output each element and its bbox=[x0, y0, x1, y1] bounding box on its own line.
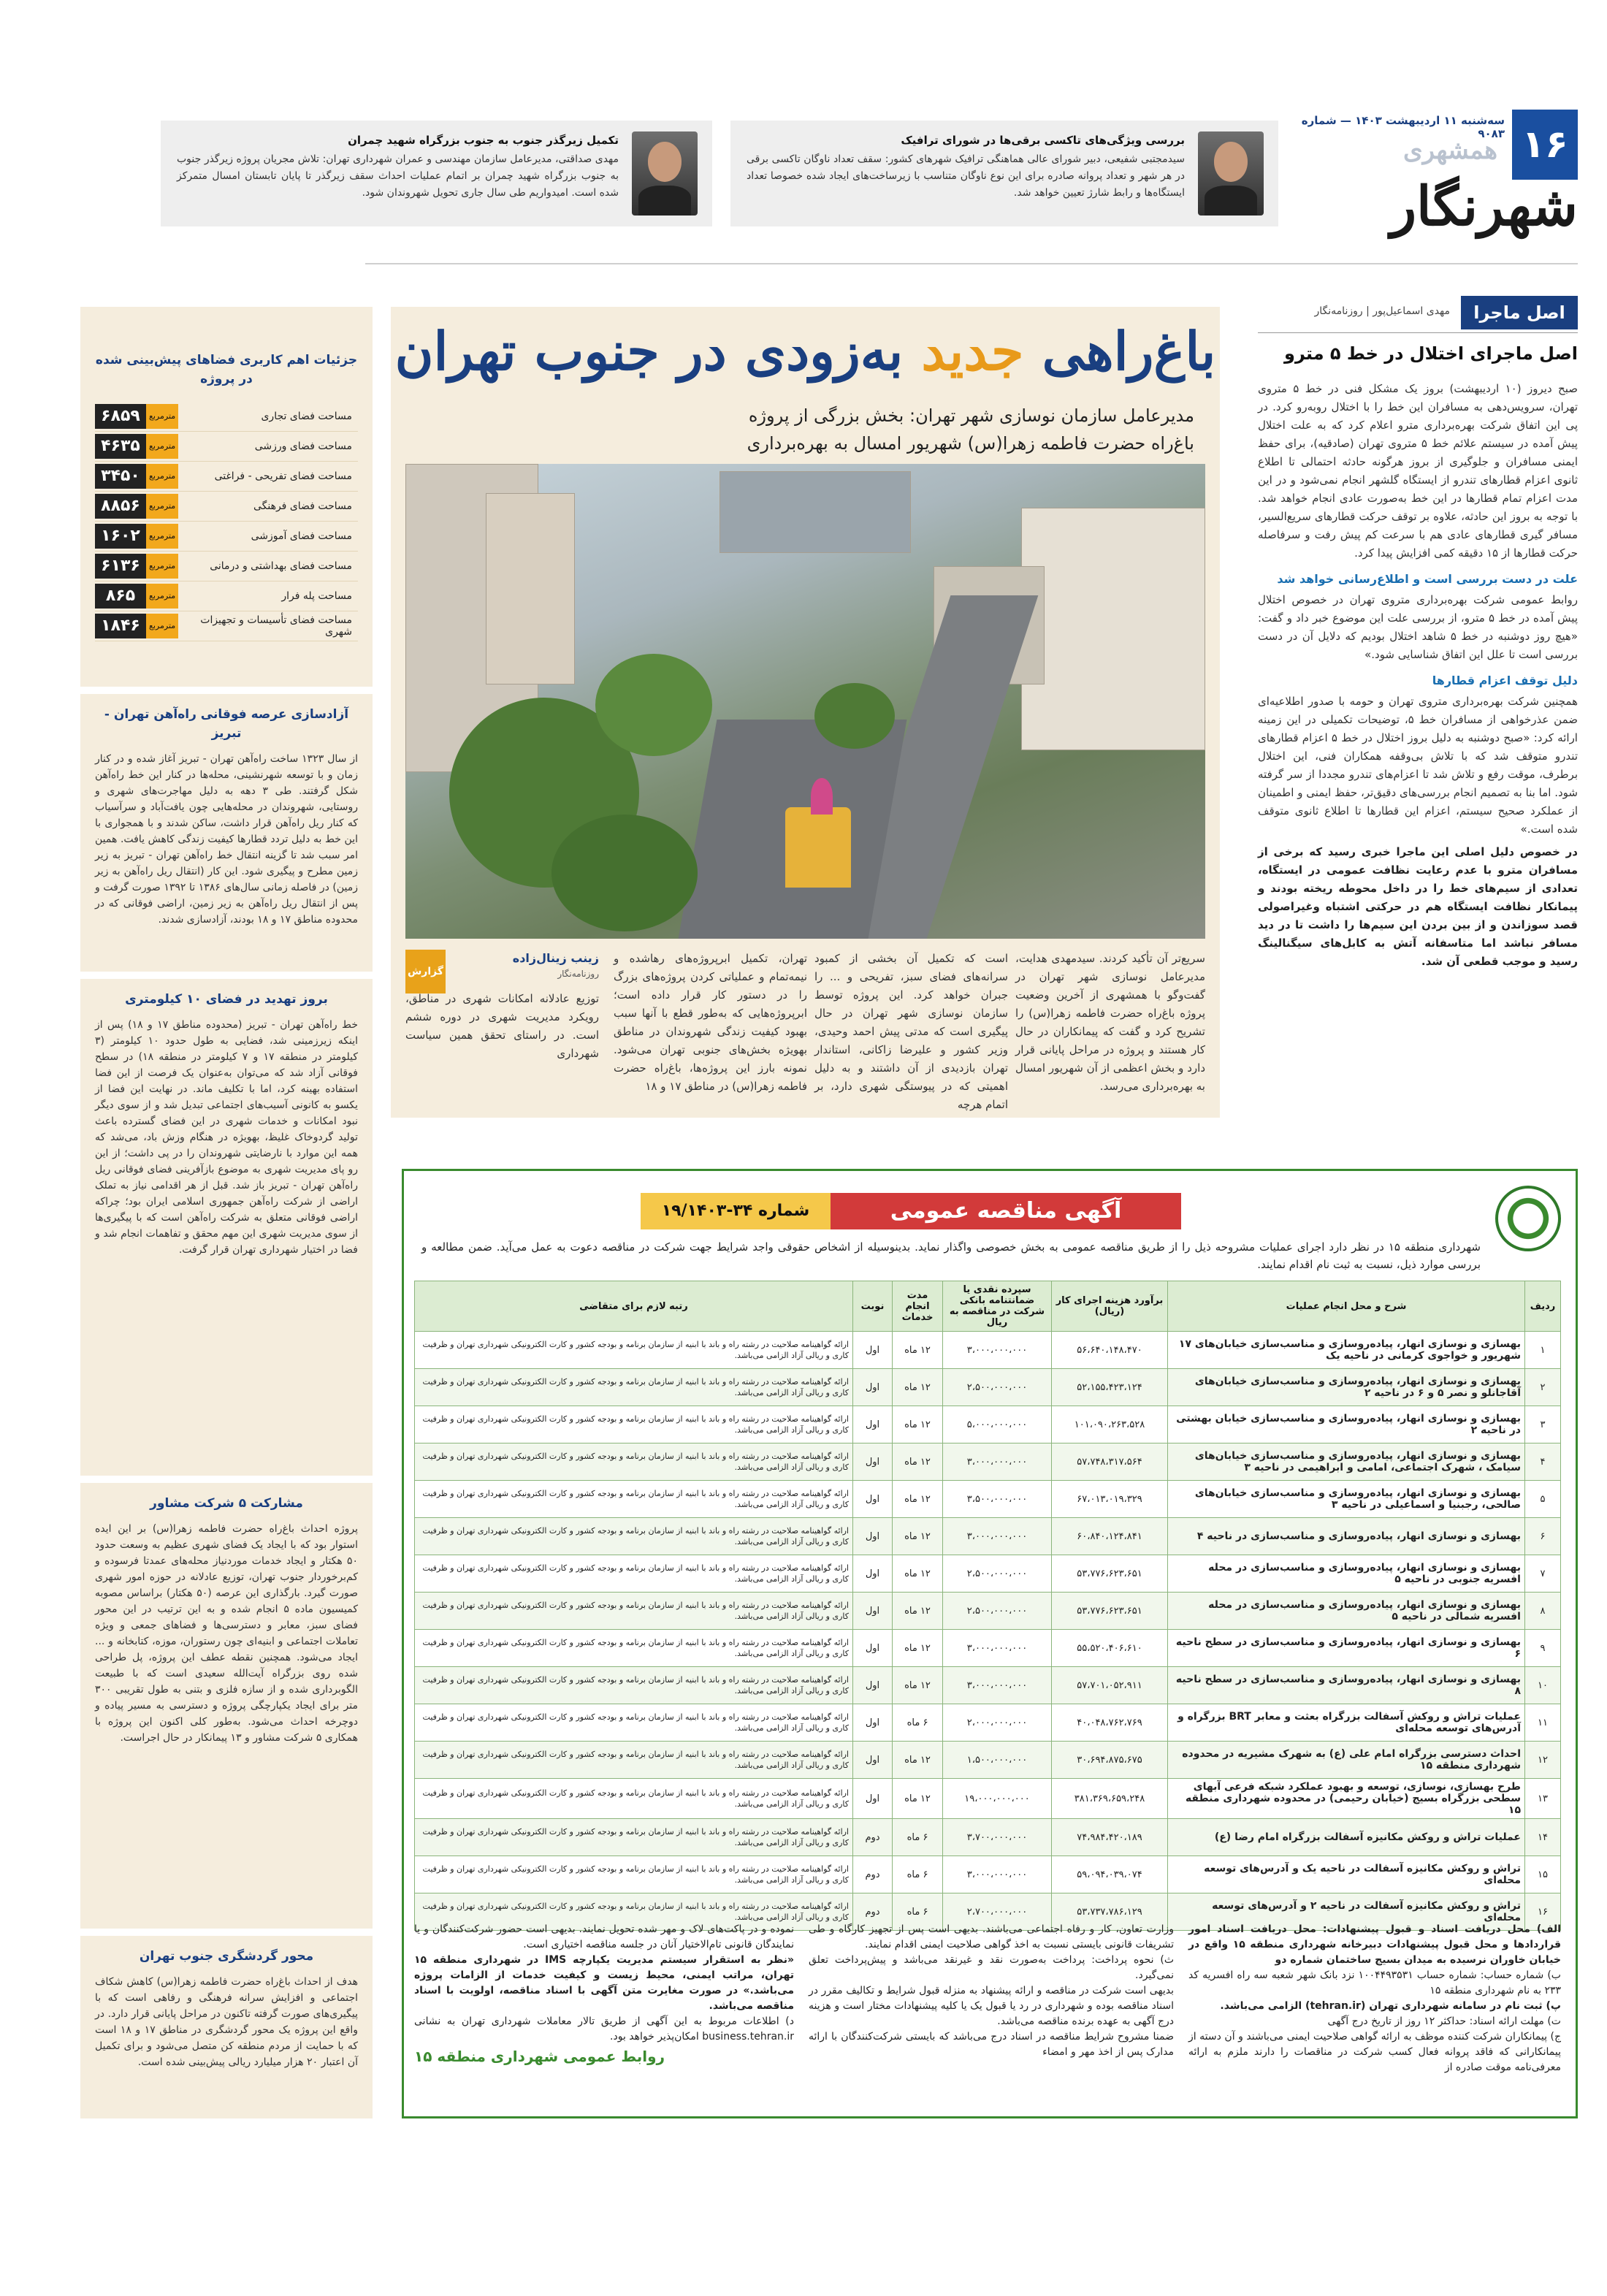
tender-row bbox=[415, 1555, 1561, 1593]
row-requirement: ارائه گواهینامه صلاحیت در رشته راه و باند با ابنیه از سازمان برنامه و بودجه کشور و کارت الکترونیکی شهرداری تهران و ظرفیت کاری و ریالی آزاد الزامی می‌باشد. bbox=[415, 1704, 853, 1742]
stat-unit: مترمربع bbox=[146, 434, 178, 459]
sub-logo: همشهری bbox=[1403, 136, 1497, 165]
headline-part-c: به‌زودی در جنوب تهران bbox=[394, 320, 922, 382]
box4-text: هدف از احداث باغ‌راه حضرت فاطمه زهرا(س) کاهش شکاف اجتماعی و افزایش سرانه فرهنگی و رفاهی است که با پیگیری‌های صورت گرفته تاکنون در مراحل پایانی قرار دارد. در واقع این پروژه یک محور گردشگری در مناطق ۱۷ و ۱۸ است که با حمایت از مردم منطقه کن متصل می‌شود و برای تکمیل آن اعتبار ۲۰ هزار میلیارد ریالی پیش‌بینی شده است. bbox=[95, 1976, 358, 2068]
row-description: عملیات تراش و روکش آسفالت بزرگراه بعثت و معابر BRT بزرگراه و آدرس‌های توسعه محله‌ای bbox=[1168, 1704, 1525, 1742]
row-guarantee: ۲،۵۰۰،۰۰۰،۰۰۰ bbox=[943, 1593, 1052, 1630]
row-cost: ۵۲،۱۵۵،۴۲۳،۱۲۴ bbox=[1052, 1369, 1168, 1406]
tender-table-wrap bbox=[414, 1281, 1561, 1931]
tender-footer-col-1 bbox=[1188, 1922, 1561, 2075]
row-round: اول bbox=[853, 1481, 893, 1518]
tender-f5: ج) پیمانکاران شرکت کننده موظف به ارائه گواهی صلاحیت ایمنی می‌باشند و آن دسته از پیمانکارانی که فاقد پروانه فعال کسب شرکت در مناقصات را دارند ملزم به ارائه معرفی‌نامه موقت صادره از bbox=[1188, 2031, 1561, 2073]
row-number: ۱۵ bbox=[1525, 1856, 1561, 1893]
stat-label: مساحت فضای ورزشی bbox=[254, 440, 352, 452]
column-author: مهدی اسماعیل‌پور | روزنامه‌نگار bbox=[1314, 305, 1450, 317]
row-duration: ۱۲ ماه bbox=[893, 1406, 943, 1443]
tender-row bbox=[415, 1856, 1561, 1893]
row-guarantee: ۲،۷۰۰،۰۰۰،۰۰۰ bbox=[943, 1893, 1052, 1931]
tender-ad bbox=[402, 1169, 1578, 2118]
news1-text: سیدمجتبی شفیعی، دبیر شورای عالی هماهنگی ترافیک شهرهای کشور: سقف تعداد ناوگان تاکسی برقی در هر شهر و تعداد پروانه صادره برای این نوع ناوگان متناسب با زیرساخت‌های ایجاد شده خصوصا تعداد ایستگاه‌ها و رابط شارژ تعیین خواهد شد. bbox=[747, 153, 1185, 199]
headline-part-a: باغ‌راهی bbox=[1023, 320, 1216, 382]
row-duration: ۱۲ ماه bbox=[893, 1481, 943, 1518]
tender-row bbox=[415, 1406, 1561, 1443]
story-col-1: توزیع عادلانه امکانات شهری در مناطق، رویکرد مدیریت شهری در دوره ششم است. در راستای تحقق همین سیاست شهرداری bbox=[405, 992, 599, 1060]
tender-row bbox=[415, 1593, 1561, 1630]
box2-text: خط راه‌آهن تهران - تبریز (محدوده مناطق ۱۷ و ۱۸) پس از اینکه زیرزمینی شد، فضایی به طول حدود ۱۰ کیلومتر (۳ کیلومتر در منطقه ۱۷ و ۷ کیلومتر در منطقه ۱۸) در سطح فوقانی آزاد شد که می‌توان به‌عنوان یک فرصت از این فضا استفاده بهینه کرد، اما با تکلیف ماند. در نهایت این فضا از یکسو به کانونی آسیب‌های اجتماعی تبدیل شد و از سوی دیگر نبود امکانات و خدمات شهری در این فضای گسترده باعث تولید گردوخاک غلیظ، بهویژه در هنگام وزش باد، می‌شد که همه این موارد با نارضایتی شهروندان را در پی داشت؛ از این رو پای مدیریت شهری به موضوع بازآفرینی فضای فوقانی ریل راه‌آهن تهران - تبریز باز شد. قبل از هر اقدامی نیاز به تملک اراضی از شرکت راه‌آهن جمهوری اسلامی ایران بود؛ چراکه اراضی فوقانی متعلق به شرکت راه‌آهن است که با پیگیری‌ها از سوی مدیریت شهری این مهم محقق و تفاهمات انجام شد و فضا در اختیار شهرداری تهران قرار گرفت. bbox=[95, 1019, 359, 1256]
row-round: اول bbox=[853, 1630, 893, 1667]
row-requirement: ارائه گواهینامه صلاحیت در رشته راه و باند با ابنیه از سازمان برنامه و بودجه کشور و کارت الکترونیکی شهرداری تهران و ظرفیت کاری و ریالی آزاد الزامی می‌باشد. bbox=[415, 1779, 853, 1819]
row-guarantee: ۳،۰۰۰،۰۰۰،۰۰۰ bbox=[943, 1518, 1052, 1555]
row-duration: ۱۲ ماه bbox=[893, 1555, 943, 1593]
tender-body bbox=[415, 1332, 1561, 1931]
row-description: بهسازی و نوسازی انهار، پیاده‌روسازی و مناسب‌سازی در سطح ناحیه ۶ bbox=[1168, 1630, 1525, 1667]
row-number: ۴ bbox=[1525, 1443, 1561, 1481]
row-duration: ۱۲ ماه bbox=[893, 1518, 943, 1555]
row-number: ۱۶ bbox=[1525, 1893, 1561, 1931]
stat-value: ۸۶۵ bbox=[95, 584, 146, 609]
tender-f6: وزارت تعاون، کار و رفاه اجتماعی می‌باشند. بدیهی است پس از تجهیز کارگاه و طی تشریفات قانونی بایستی نسبت به اخذ گواهی صلاحیت ایمنی اقدام نمایند. bbox=[809, 1923, 1174, 1950]
row-cost: ۱۰۱،۰۹۰،۲۶۳،۵۲۸ bbox=[1052, 1406, 1168, 1443]
box3-text: پروژه احداث باغ‌راه حضرت فاطمه زهرا(س) بر این ایده استوار بود که با ایجاد یک فضای شهری عظیم به وسعت حدود ۵۰ هکتار و ایجاد خدمات موردنیاز محله‌های عمدتا فرسوده و کم‌برخوردار جنوب تهران، توزیع عادلانه در حوزه امور شهری صورت گیرد. بارگذاری این عرصه (۵۰ هکتار) براساس مصوبه کمیسیون ماده ۵ انجام شده و به این ترتیب در این محور فضای سبز، معابر و دسترسی‌ها و فضاهای جمعی و ویژه تعاملات اجتماعی و ابنیه‌ای چون رستوران، موزه، کتابخانه و ... ایجاد می‌شود. همچنین نقطه عطف این پروژه، پل طراحی شده روی بزرگراه آیت‌الله سعیدی است که با طبیعت الگوبرداری شده و از سازه فلزی و بتنی به طول تقریبی ۳۰۰ متر برای ایجاد یکپارچگی پروژه و دسترسی به مسیر پیاده و دوچرخه احداث می‌شود. به‌طور کلی اکنون این پروژه با همکاری ۵ شرکت مشاور و ۱۳ پیمانکار در حال اجراست. bbox=[95, 1523, 358, 1744]
row-guarantee: ۲،۰۰۰،۰۰۰،۰۰۰ bbox=[943, 1704, 1052, 1742]
stat-row bbox=[95, 402, 358, 432]
portrait-shafiei bbox=[1198, 131, 1264, 216]
row-description: بهسازی و نوسازی انهار، پیاده‌روسازی و مناسب‌سازی در ناحیه ۴ bbox=[1168, 1518, 1525, 1555]
tender-f12: د) اطلاعات مربوط به این آگهی از طریق تالار معاملات شهرداری تهران به نشانی business.tehran.ir امکان‌پذیر خواهد بود. bbox=[414, 2015, 794, 2043]
story-lead: مدیرعامل سازمان نوسازی شهر تهران: بخش بزرگی از پروژه باغ‌راه حضرت فاطمه زهرا(س) شهریور امسال به بهره‌برداری bbox=[747, 405, 1194, 454]
row-guarantee: ۳،۰۰۰،۰۰۰،۰۰۰ bbox=[943, 1332, 1052, 1369]
row-number: ۷ bbox=[1525, 1555, 1561, 1593]
stats-title: جزئیات اهم کاربری فضاهای پیش‌بینی شده در پروژه bbox=[95, 353, 358, 386]
row-description: احداث دسترسی بزرگراه امام علی (ع) به شهرک مشیریه در محدوده شهرداری منطقه ۱۵ bbox=[1168, 1742, 1525, 1779]
row-requirement: ارائه گواهینامه صلاحیت در رشته راه و باند با ابنیه از سازمان برنامه و بودجه کشور و کارت الکترونیکی شهرداری تهران و ظرفیت کاری و ریالی آزاد الزامی می‌باشد. bbox=[415, 1406, 853, 1443]
box4-title: محور گردشگری جنوب تهران bbox=[139, 1949, 314, 1964]
row-duration: ۱۲ ماه bbox=[893, 1742, 943, 1779]
row-requirement: ارائه گواهینامه صلاحیت در رشته راه و باند با ابنیه از سازمان برنامه و بودجه کشور و کارت الکترونیکی شهرداری تهران و ظرفیت کاری و ریالی آزاد الزامی می‌باشد. bbox=[415, 1819, 853, 1856]
row-number: ۱۳ bbox=[1525, 1779, 1561, 1819]
stat-label: مساحت فضای بهداشتی و درمانی bbox=[210, 560, 352, 572]
tender-row bbox=[415, 1481, 1561, 1518]
row-cost: ۵۳،۷۳۷،۷۸۶،۱۲۹ bbox=[1052, 1893, 1168, 1931]
row-guarantee: ۲،۵۰۰،۰۰۰،۰۰۰ bbox=[943, 1369, 1052, 1406]
row-number: ۱۴ bbox=[1525, 1819, 1561, 1856]
row-number: ۱۱ bbox=[1525, 1704, 1561, 1742]
row-description: بهسازی و نوسازی انهار، پیاده‌روسازی و مناسب‌سازی در سطح ناحیه ۸ bbox=[1168, 1667, 1525, 1704]
row-duration: ۱۲ ماه bbox=[893, 1369, 943, 1406]
stats-list bbox=[95, 402, 358, 641]
municipality-seal-icon bbox=[1495, 1186, 1561, 1251]
row-requirement: ارائه گواهینامه صلاحیت در رشته راه و باند با ابنیه از سازمان برنامه و بودجه کشور و کارت الکترونیکی شهرداری تهران و ظرفیت کاری و ریالی آزاد الزامی می‌باشد. bbox=[415, 1593, 853, 1630]
box1-title: آزادسازی عرصه فوقانی راه‌آهن تهران - تبریز bbox=[104, 707, 349, 741]
row-description: بهسازی و نوسازی انهار، پیاده‌روسازی و مناسب‌سازی خیابان‌های صالحی، رجبنیا و اسماعیلی در ناحیه ۳ bbox=[1168, 1481, 1525, 1518]
main-story bbox=[391, 307, 1220, 1118]
row-description: بهسازی و نوسازی انهار، پیاده‌روسازی و مناسب‌سازی در محله افسریه جنوبی در ناحیه ۵ bbox=[1168, 1555, 1525, 1593]
row-requirement: ارائه گواهینامه صلاحیت در رشته راه و باند با ابنیه از سازمان برنامه و بودجه کشور و کارت الکترونیکی شهرداری تهران و ظرفیت کاری و ریالی آزاد الزامی می‌باشد. bbox=[415, 1667, 853, 1704]
row-requirement: ارائه گواهینامه صلاحیت در رشته راه و باند با ابنیه از سازمان برنامه و بودجه کشور و کارت الکترونیکی شهرداری تهران و ظرفیت کاری و ریالی آزاد الزامی می‌باشد. bbox=[415, 1481, 853, 1518]
row-requirement: ارائه گواهینامه صلاحیت در رشته راه و باند با ابنیه از سازمان برنامه و بودجه کشور و کارت الکترونیکی شهرداری تهران و ظرفیت کاری و ریالی آزاد الزامی می‌باشد. bbox=[415, 1369, 853, 1406]
tender-signature: روابط عمومی شهرداری منطقه ۱۵ bbox=[414, 2048, 665, 2065]
header-divider bbox=[365, 263, 1578, 264]
row-requirement: ارائه گواهینامه صلاحیت در رشته راه و باند با ابنیه از سازمان برنامه و بودجه کشور و کارت الکترونیکی شهرداری تهران و ظرفیت کاری و ریالی آزاد الزامی می‌باشد. bbox=[415, 1332, 853, 1369]
row-guarantee: ۲،۵۰۰،۰۰۰،۰۰۰ bbox=[943, 1555, 1052, 1593]
row-round: دوم bbox=[853, 1819, 893, 1856]
stat-row bbox=[95, 432, 358, 462]
row-cost: ۳۰،۶۹۴،۸۷۵،۶۷۵ bbox=[1052, 1742, 1168, 1779]
story-col-4: سریع‌تر آن تأکید کردند. سیدمهدی هدایت، مدیرعامل نوسازی شهر تهران در گفت‌وگو با همشهری از آخرین وضعیت پروژه باغ‌راه حضرت فاطمه زهرا(س) را تشریح کرد و گفت که پیمانکاران در حال کار هستند و پروژه در مراحل پایانی قرار دارد و بخش اعظمی از آن شهریور امسال به بهره‌برداری می‌رسد. bbox=[1015, 952, 1205, 1093]
tender-footer-col-2 bbox=[809, 1922, 1174, 2060]
stat-row bbox=[95, 611, 358, 641]
row-round: اول bbox=[853, 1518, 893, 1555]
row-description: بهسازی و نوسازی انهار، پیاده‌روسازی و مناسب‌سازی خیابان‌های ۱۷ شهریور و خواجوی کرمانی در ناحیه یک bbox=[1168, 1332, 1525, 1369]
tender-f8: بدیهی است شرکت در مناقصه و ارائه پیشنهاد به منزله قبول شرایط و تکالیف مقرر در اسناد مناقصه بوده و شهرداری در رد یا قبول یک یا کلیه پیشنهادات مختار است و هزینه درج آگهی به عهده برنده مناقصه می‌باشد. bbox=[809, 1985, 1174, 2027]
news2-title: تکمیل زیرگذر جنوب به جنوب بزرگراه شهید چمران bbox=[348, 134, 619, 147]
row-round: اول bbox=[853, 1369, 893, 1406]
sidebar-box-4 bbox=[80, 1936, 373, 2118]
stat-label: مساحت فضای آموزشی bbox=[251, 530, 352, 542]
row-guarantee: ۵،۰۰۰،۰۰۰،۰۰۰ bbox=[943, 1406, 1052, 1443]
column-sub2: دلیل توقف اعزام قطارها bbox=[1432, 674, 1578, 687]
row-number: ۸ bbox=[1525, 1593, 1561, 1630]
row-duration: ۶ ماه bbox=[893, 1704, 943, 1742]
row-duration: ۶ ماه bbox=[893, 1856, 943, 1893]
tender-number: شماره ۳۴-۱۹/۱۴۰۳ bbox=[641, 1193, 831, 1229]
stat-label: مساحت فضای تجاری bbox=[261, 411, 352, 422]
row-number: ۱۲ bbox=[1525, 1742, 1561, 1779]
stat-value: ۳۴۵۰ bbox=[95, 464, 146, 489]
column-author-rule bbox=[1258, 332, 1578, 333]
stat-label: مساحت فضای فرهنگی bbox=[253, 500, 352, 512]
row-round: اول bbox=[853, 1332, 893, 1369]
row-number: ۱ bbox=[1525, 1332, 1561, 1369]
row-guarantee: ۳،۷۰۰،۰۰۰،۰۰۰ bbox=[943, 1819, 1052, 1856]
row-round: دوم bbox=[853, 1856, 893, 1893]
tender-f7: ث) نحوه پرداخت: پرداخت به‌صورت نقد و غیرنقد می‌باشد و پیش‌پرداخت تعلق نمی‌گیرد. bbox=[809, 1954, 1174, 1981]
column-p3: همچنین شرکت بهره‌برداری متروی تهران و حومه با صدور اطلاعیه‌ای ضمن عذرخواهی از مسافران خط ۵، توضیحات تکمیلی در این زمینه ارائه کرد: «صبح دوشنبه به دلیل بروز اختلال در خط ۵ اعزام قطارهای تندرو متوقف شد که با تلاش بی‌وقفه همکاران فنی، این اختلال برطرف، موقت رفع و تلاش شد تا اعزام‌های تندرو مجددا از سر گرفته شود. اما بنا به تصمیم انجام بررسی‌های دقیق‌تر، حفظ ایمنی و اطمینان از عملکرد صحیح سیستم، اعزام این قطارها تا اطلاع ثانوی متوقف شده است.» bbox=[1258, 695, 1578, 836]
row-round: دوم bbox=[853, 1893, 893, 1931]
row-guarantee: ۱،۵۰۰،۰۰۰،۰۰۰ bbox=[943, 1742, 1052, 1779]
row-guarantee: ۳،۵۰۰،۰۰۰،۰۰۰ bbox=[943, 1481, 1052, 1518]
top-news-box-2 bbox=[161, 121, 712, 226]
row-requirement: ارائه گواهینامه صلاحیت در رشته راه و باند با ابنیه از سازمان برنامه و بودجه کشور و کارت الکترونیکی شهرداری تهران و ظرفیت کاری و ریالی آزاد الزامی می‌باشد. bbox=[415, 1630, 853, 1667]
tender-f4: ت) مهلت ارائه اسناد: حداکثر ۱۲ روز از تاریخ درج آگهی bbox=[1327, 2015, 1561, 2027]
row-cost: ۷۴،۹۸۴،۴۲۰،۱۸۹ bbox=[1052, 1819, 1168, 1856]
tender-row bbox=[415, 1704, 1561, 1742]
stat-value: ۶۸۵۹ bbox=[95, 404, 146, 429]
row-guarantee: ۱۹،۰۰۰،۰۰۰،۰۰۰ bbox=[943, 1779, 1052, 1819]
tender-row bbox=[415, 1518, 1561, 1555]
stats-card bbox=[80, 307, 373, 687]
stat-value: ۶۱۳۶ bbox=[95, 554, 146, 579]
top-news-box-1 bbox=[730, 121, 1278, 226]
tender-row bbox=[415, 1667, 1561, 1704]
story-col-3: است که تکمیل آن بخشی از کمبود سرانه‌های فضای سبز، تفریحی و ... را جبران خواهد کرد. این پروژه توسط سازمان نوسازی شهر تهران در حال پیگیری است که مدتی پیش احمد وحیدی، وزیر کشور و علیرضا زاکانی، استاندار تهران بازدیدی از آن داشتند و به دلیل اهمیتی که در پیوستگی شهری دارد، بر اتمام هرچه bbox=[814, 952, 1008, 1111]
box2-title: بروز تهدید در فضای ۱۰ کیلومتری bbox=[125, 992, 328, 1007]
row-cost: ۵۳،۷۷۶،۶۲۳،۶۵۱ bbox=[1052, 1593, 1168, 1630]
stat-value: ۱۸۴۶ bbox=[95, 614, 146, 638]
stat-row bbox=[95, 492, 358, 522]
row-round: اول bbox=[853, 1406, 893, 1443]
row-requirement: ارائه گواهینامه صلاحیت در رشته راه و باند با ابنیه از سازمان برنامه و بودجه کشور و کارت الکترونیکی شهرداری تهران و ظرفیت کاری و ریالی آزاد الزامی می‌باشد. bbox=[415, 1518, 853, 1555]
row-round: اول bbox=[853, 1779, 893, 1819]
box1-text: از سال ۱۳۲۳ ساخت راه‌آهن تهران - تبریز آغاز شده و در کنار زمان و با توسعه شهرنشینی، محله‌ها در کنار این خط راه‌آهن شکل گرفتند. طی ۳ دهه به دلیل مهاجرت‌های شهری و روستایی، شهروندان در محله‌هایی چون یافت‌آباد و سرآسیاب که کنار ریل راه‌آهن قرار داشت، ساکن شدند و با همجواری با این خط به دلیل تردد قطارها کیفیت زندگی کاهش یافت. همین امر سبب شد تا گزینه انتقال خط راه‌آهن تهران - تبریز به زیر زمین مطرح و پیگیری شود. این کار (انتقال ریل راه‌آهن به زیر زمین) در فاصله زمانی سال‌های ۱۳۸۶ تا ۱۳۹۲ صورت گرفت و پس از انتقال ریل راه‌آهن به زیر زمین، اراضی فوقانی که در محدوده مناطق ۱۷ و ۱۸ بودند، آزادسازی شدند. bbox=[95, 753, 359, 926]
stat-value: ۸۸۵۶ bbox=[95, 494, 146, 519]
tender-row bbox=[415, 1779, 1561, 1819]
row-requirement: ارائه گواهینامه صلاحیت در رشته راه و باند با ابنیه از سازمان برنامه و بودجه کشور و کارت الکترونیکی شهرداری تهران و ظرفیت کاری و ریالی آزاد الزامی می‌باشد. bbox=[415, 1443, 853, 1481]
row-description: تراش و روکش مکانیزه آسفالت در ناحیه یک و آدرس‌های توسعه محله‌ای bbox=[1168, 1856, 1525, 1893]
row-requirement: ارائه گواهینامه صلاحیت در رشته راه و باند با ابنیه از سازمان برنامه و بودجه کشور و کارت الکترونیکی شهرداری تهران و ظرفیت کاری و ریالی آزاد الزامی می‌باشد. bbox=[415, 1893, 853, 1931]
stat-row bbox=[95, 552, 358, 581]
row-description: بهسازی و نوسازی انهار، پیاده‌روسازی و مناسب‌سازی خیابان‌های سیامک ، شهرک اجتماعی، امامی و ابراهیمی در ناحیه ۳ bbox=[1168, 1443, 1525, 1481]
row-cost: ۵۷،۷۰۱،۰۵۲،۹۱۱ bbox=[1052, 1667, 1168, 1704]
column-body bbox=[1258, 380, 1578, 975]
stat-value: ۱۶۰۲ bbox=[95, 524, 146, 549]
row-duration: ۶ ماه bbox=[893, 1819, 943, 1856]
sidebar-box-3 bbox=[80, 1483, 373, 1929]
column-p4: در خصوص دلیل اصلی این ماجرا خبری رسید که برخی از مسافران مترو با عدم رعایت نظافت عمومی در ایستگاه، تعدادی از سیم‌های خط را در داخل محوطه ریخته بودند و پیمانکار نظافت ایستگاه هم در حرکتی اشتباه وغیراصولی قصد سوزاندن و از بین بردن این سیم‌ها را داشت تا در دید مسافر نباشد اما متاسفانه آتش به کابل‌های سیگنالینگ رسید و موجب قطعی آن شد. bbox=[1258, 845, 1578, 968]
col-cost: برآورد هزینه اجرای کار (ریال) bbox=[1052, 1281, 1168, 1332]
row-cost: ۵۳،۷۷۶،۶۲۳،۶۵۱ bbox=[1052, 1555, 1168, 1593]
row-round: اول bbox=[853, 1443, 893, 1481]
row-description: طرح بهسازی، نوسازی، توسعه و بهبود عملکرد شبکه فرعی آبهای سطحی بزرگراه بسیج (خیابان رحیمی) در محدوده شهرداری منطقه ۱۵ bbox=[1168, 1779, 1525, 1819]
row-number: ۹ bbox=[1525, 1630, 1561, 1667]
row-round: اول bbox=[853, 1593, 893, 1630]
row-round: اول bbox=[853, 1667, 893, 1704]
sidebar-box-1 bbox=[80, 694, 373, 972]
row-number: ۲ bbox=[1525, 1369, 1561, 1406]
row-cost: ۳۸۱،۳۶۹،۶۵۹،۲۴۸ bbox=[1052, 1779, 1168, 1819]
tender-row bbox=[415, 1369, 1561, 1406]
column-title: اصل ماجرای اختلال در خط ۵ مترو bbox=[1284, 343, 1578, 364]
row-cost: ۴۰،۰۴۸،۷۶۲،۷۶۹ bbox=[1052, 1704, 1168, 1742]
tender-row bbox=[415, 1742, 1561, 1779]
row-description: عملیات تراش و روکش مکانیزه آسفالت بزرگراه امام رضا (ع) bbox=[1168, 1819, 1525, 1856]
col-row: ردیف bbox=[1525, 1281, 1561, 1332]
row-requirement: ارائه گواهینامه صلاحیت در رشته راه و باند با ابنیه از سازمان برنامه و بودجه کشور و کارت الکترونیکی شهرداری تهران و ظرفیت کاری و ریالی آزاد الزامی می‌باشد. bbox=[415, 1856, 853, 1893]
stat-label: مساحت فضای تأسیسات و تجهیزات شهری bbox=[200, 614, 352, 638]
row-number: ۱۰ bbox=[1525, 1667, 1561, 1704]
row-duration: ۱۲ ماه bbox=[893, 1667, 943, 1704]
stat-label: مساحت فضای تفریحی - فراغتی bbox=[214, 470, 352, 482]
story-photo bbox=[405, 464, 1205, 939]
tender-row bbox=[415, 1332, 1561, 1369]
column-p2: روابط عمومی شرکت بهره‌برداری متروی تهران در خصوص اختلال پیش آمده در خط ۵ مترو، از بررسی علت این موضوع خبر داد و گفت: «هیچ روز دوشنبه در خط ۵ شاهد اختلال بودیم که دلایل آن در دست بررسی است تا علل این اتفاق شناسایی شود.» bbox=[1258, 593, 1578, 661]
row-round: اول bbox=[853, 1704, 893, 1742]
stat-row bbox=[95, 581, 358, 611]
tender-footer-col-3 bbox=[414, 1922, 794, 2064]
row-guarantee: ۳،۰۰۰،۰۰۰،۰۰۰ bbox=[943, 1443, 1052, 1481]
row-requirement: ارائه گواهینامه صلاحیت در رشته راه و باند با ابنیه از سازمان برنامه و بودجه کشور و کارت الکترونیکی شهرداری تهران و ظرفیت کاری و ریالی آزاد الزامی می‌باشد. bbox=[415, 1555, 853, 1593]
row-duration: ۱۲ ماه bbox=[893, 1779, 943, 1819]
row-cost: ۵۶،۶۴۰،۱۴۸،۴۷۰ bbox=[1052, 1332, 1168, 1369]
stat-unit: مترمربع bbox=[146, 404, 178, 429]
row-cost: ۶۰،۸۴۰،۱۲۴،۸۴۱ bbox=[1052, 1518, 1168, 1555]
row-cost: ۶۷،۰۱۳،۰۱۹،۳۲۹ bbox=[1052, 1481, 1168, 1518]
news2-text: مهدی صداقتی، مدیرعامل سازمان مهندسی و عمران شهرداری تهران: تلاش مجریان پروژه زیرگذر جنوب به جنوب بزرگراه شهید چمران بر اتمام عملیات احداث سقف زیرگذر تا پایان تابستان امسال متمرکز شده است. امیدواریم طی سال جاری تحویل شهروندان شود. bbox=[177, 153, 619, 199]
row-description: بهسازی و نوسازی انهار، پیاده‌روسازی و مناسب‌سازی در محله افسریه شمالی در ناحیه ۵ bbox=[1168, 1593, 1525, 1630]
stat-unit: مترمربع bbox=[146, 494, 178, 519]
tender-f10: نموده و در پاکت‌های لاک و مهر شده تحویل نمایند. بدیهی است حضور شرکت‌کنندگان و یا نمایندگان قانونی تام‌الاختیار آنان در جلسه مناقصه اختیاری است. bbox=[414, 1923, 794, 1950]
row-requirement: ارائه گواهینامه صلاحیت در رشته راه و باند با ابنیه از سازمان برنامه و بودجه کشور و کارت الکترونیکی شهرداری تهران و ظرفیت کاری و ریالی آزاد الزامی می‌باشد. bbox=[415, 1742, 853, 1779]
row-description: بهسازی و نوسازی انهار، پیاده‌روسازی و مناسب‌سازی خیابان بهشتی در ناحیه ۲ bbox=[1168, 1406, 1525, 1443]
tender-table bbox=[414, 1281, 1561, 1931]
row-cost: ۵۵،۵۲۰،۴۰۶،۶۱۰ bbox=[1052, 1630, 1168, 1667]
row-number: ۶ bbox=[1525, 1518, 1561, 1555]
row-duration: ۱۲ ماه bbox=[893, 1593, 943, 1630]
tender-intro: شهرداری منطقه ۱۵ در نظر دارد اجرای عملیات مشروحه ذیل را از طریق مناقصه عمومی به بخش خصوصی واگذار نماید. بدینوسیله از اشخاص حقوقی واجد شرایط جهت شرکت در مناقصه دعوت به عمل می‌آید. ضمن مطالعه و بررسی موارد ذیل، نسبت به ثبت نام اقدام نمایند. bbox=[421, 1240, 1481, 1271]
tender-row bbox=[415, 1443, 1561, 1481]
headline-part-b: جدید bbox=[921, 320, 1024, 382]
stat-unit: مترمربع bbox=[146, 614, 178, 638]
row-cost: ۵۷،۷۴۸،۳۱۷،۵۶۴ bbox=[1052, 1443, 1168, 1481]
col-duration: مدت انجام خدمات bbox=[893, 1281, 943, 1332]
row-number: ۳ bbox=[1525, 1406, 1561, 1443]
reporter-role: روزنامه‌نگار bbox=[557, 969, 599, 979]
row-duration: ۱۲ ماه bbox=[893, 1332, 943, 1369]
row-guarantee: ۳،۰۰۰،۰۰۰،۰۰۰ bbox=[943, 1630, 1052, 1667]
story-headline bbox=[391, 320, 1220, 382]
col-requirement: رتبه لازم برای متقاضی bbox=[415, 1281, 853, 1332]
row-number: ۵ bbox=[1525, 1481, 1561, 1518]
row-description: تراش و روکش مکانیزه آسفالت در ناحیه ۲ و آدرس‌های توسعه محله‌ای bbox=[1168, 1893, 1525, 1931]
column-badge: اصل ماجرا bbox=[1461, 296, 1578, 329]
row-duration: ۱۲ ماه bbox=[893, 1630, 943, 1667]
news1-title: بررسی ویژگی‌های تاکسی برقی‌ها در شورای ترافیک bbox=[901, 134, 1185, 147]
col-desc: شرح و محل انجام عملیات bbox=[1168, 1281, 1525, 1332]
col-guarantee: سپرده نقدی یا ضمانتنامه بانکی شرکت در مناقصه به ریال bbox=[943, 1281, 1052, 1332]
stat-unit: مترمربع bbox=[146, 584, 178, 609]
tender-f11: «نظر به استقرار سیستم مدیریت یکپارچه IMS در شهرداری منطقه ۱۵ تهران، مراتب ایمنی، محیط زیست و کیفیت خدمات از الزامات پروژه می‌باشد.» در صورت مغایرت متن آگهی با اسناد مناقصه، اولویت با اسناد مناقصه می‌باشد. bbox=[414, 1954, 794, 2012]
story-col-2: تهران، تکمیل ابرپروژه‌های رهاشده و نیمه‌تمام و عملیاتی کردن پروژه‌های بزرگ را در دستور کار قرار داده است؛ ابرپروژه‌هایی که به‌طور قطع با آنها سبب بهبود کیفیت زندگی شهروندان در مناطق بهویژه بخش‌های جنوبی تهران می‌شود. نمونه بارز این پروژه‌ها، باغ‌راه حضرت فاطمه زهرا(س) در مناطق ۱۷ و ۱۸ bbox=[614, 952, 807, 1093]
row-cost: ۵۹،۰۹۴،۰۳۹،۰۷۴ bbox=[1052, 1856, 1168, 1893]
stat-label: مساحت پله فرار bbox=[281, 590, 352, 602]
masthead-logo: شهرنگار bbox=[1390, 175, 1578, 238]
column-sub1: علت در دست بررسی است و اطلاع‌رسانی خواهد شد bbox=[1277, 572, 1578, 586]
stat-row bbox=[95, 522, 358, 552]
box3-title: مشارکت ۵ شرکت مشاور bbox=[150, 1496, 303, 1511]
stat-unit: مترمربع bbox=[146, 464, 178, 489]
page-number: ۱۶ bbox=[1512, 110, 1578, 180]
tender-header-row bbox=[415, 1281, 1561, 1332]
column-p1: صبح دیروز (۱۰ اردیبهشت) بروز یک مشکل فنی در خط ۵ متروی تهران، سرویس‌دهی به مسافران این خط را با اختلال روبه‌رو کرد. در پی این اتفاق شرکت بهره‌برداری مترو اعلام کرد که به علت اختلال پیش آمده در سیستم علائم خط ۵ متروی تهران (صادقیه)، برای حفظ ایمنی مسافران و جلوگیری از بروز هرگونه حادثه احتمالی تا اطلاع ثانوی اعزام قطارهای تندرو از ایستگاه گلشهر انجام نمی‌شود و در این مدت اعزام تمام قطارها در این خط به‌صورت عادی انجام خواهد شد. با توجه به بروز این حادثه، علاوه بر توقف حرکت قطارهای سریع‌السیر، مسافر گیری قطارهای عادی هم با سرعت کم پیش رفت و سرفاصله حرکت قطارها از ۱۵ دقیقه کمی افزایش پیدا کرد. bbox=[1258, 382, 1578, 560]
stat-row bbox=[95, 462, 358, 492]
tender-footer bbox=[414, 1922, 1561, 2108]
row-round: اول bbox=[853, 1555, 893, 1593]
tender-row bbox=[415, 1630, 1561, 1667]
tender-f9: ضمنا مشروح شرایط مناقصه در اسناد درج می‌باشد که بایستی شرکت‌کنندگان با ارائه مدارک پس از اخذ مهر و امضاء bbox=[809, 2031, 1174, 2058]
tender-banner: آگهی مناقصه عمومی bbox=[831, 1193, 1181, 1229]
col-round: نوبت bbox=[853, 1281, 893, 1332]
tender-f3: پ) ثبت نام در سامانه شهرداری تهران (tehran.ir) الزامی می‌باشد. bbox=[1220, 2000, 1561, 2012]
date-line: سه‌شنبه ۱۱ اردیبهشت ۱۴۰۳ — شماره ۹۰۸۳ bbox=[1301, 114, 1505, 140]
tender-f2: ب) شماره حساب: شماره حساب ۱۰۰۴۴۹۳۵۳۱ نزد بانک شهر شعبه سه راه افسریه کد ۲۳۳ به نام شهرداری منطقه ۱۵ bbox=[1188, 1969, 1561, 1996]
portrait-sedaghati bbox=[632, 131, 698, 216]
reporter-name: زینب زینال‌زاده bbox=[512, 951, 599, 965]
row-duration: ۶ ماه bbox=[893, 1893, 943, 1931]
tender-row bbox=[415, 1819, 1561, 1856]
stat-value: ۴۶۳۵ bbox=[95, 434, 146, 459]
row-guarantee: ۳،۰۰۰،۰۰۰،۰۰۰ bbox=[943, 1856, 1052, 1893]
row-round: اول bbox=[853, 1742, 893, 1779]
tender-f1: الف) محل دریافت اسناد و قبول پیشنهادات: محل دریافت اسناد امور قراردادها و محل قبول پیشنهادات دبیرخانه شهرداری منطقه ۱۵ واقع در خیابان خاوران نرسیده به میدان بسیج ساختمان شماره دو bbox=[1188, 1923, 1561, 1966]
row-duration: ۱۲ ماه bbox=[893, 1443, 943, 1481]
sidebar-box-2 bbox=[80, 979, 373, 1476]
row-description: بهسازی و نوسازی انهار، پیاده‌روسازی و مناسب‌سازی خیابان‌های آقاجانلو و نصر ۵ و ۶ در ناحیه ۲ bbox=[1168, 1369, 1525, 1406]
stat-unit: مترمربع bbox=[146, 524, 178, 549]
row-guarantee: ۳،۰۰۰،۰۰۰،۰۰۰ bbox=[943, 1667, 1052, 1704]
stat-unit: مترمربع bbox=[146, 554, 178, 579]
report-label: گزارش bbox=[405, 950, 446, 993]
